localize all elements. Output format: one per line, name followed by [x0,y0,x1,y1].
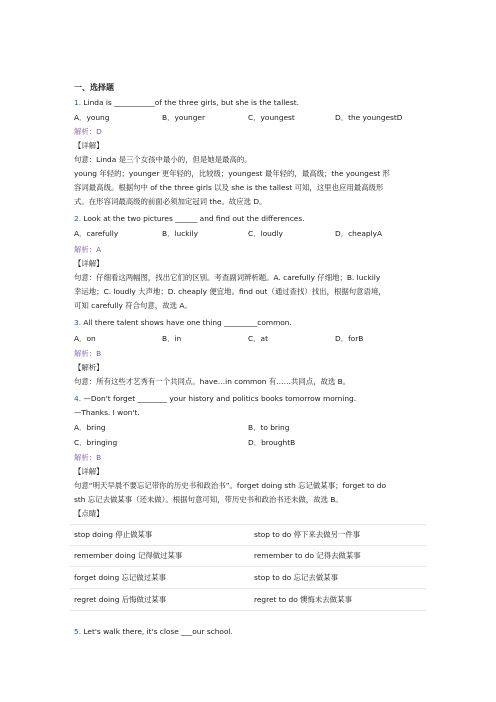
tip-right: regret to do 懊悔未去做某事 [254,595,352,604]
option-b: B．in [162,334,182,343]
tip-left: remember doing 记得做过某事 [74,551,183,560]
answer-line: 解析：B [74,453,102,462]
detail-tag: 【详解】 [74,259,104,268]
option-b: B．luckily [162,229,199,238]
section-title: 一、选择题 [74,83,114,92]
question-4 [74,394,356,404]
answer-line: 解析：D [74,127,102,136]
tip-divider [70,588,426,589]
option-d: D．the youngestD [335,113,403,122]
explanation-line: 式。在形容词最高级的前面必须加定冠词 the。故应选 D。 [74,197,267,206]
option-d: D．cheaplyA [335,229,383,238]
question-stem: —Don't forget ________ your history and politics books tomorrow morning. [83,394,357,403]
question-2 [74,214,305,224]
option-a: A．bring [74,423,106,432]
question-number: 3. [74,318,82,327]
option-a: A．young [74,113,110,122]
tip-divider [70,566,426,567]
option-d: D．broughtB [248,438,296,447]
question-5 [74,627,233,637]
question-number: 4. [74,394,82,403]
tip-tag: 【点睛】 [74,509,104,518]
tip-left: regret doing 后悔做过某事 [74,595,167,604]
question-1 [74,98,299,108]
question-stem-reply: —Thanks. I won't. [74,408,140,417]
option-d: D．forB [335,334,364,343]
tip-left: forget doing 忘记做过某事 [74,573,166,582]
option-b: B．younger [162,113,206,122]
explanation-line: young 年轻的；younger 更年轻的，比较级；youngest 最年轻的，最高级；the youngest 形 [74,169,390,178]
explanation-line: 幸运地；C. loudly 大声地；D. cheaply 便宜地。find out（通过查找）找出，根据句意语境， [74,287,386,296]
option-c: C．at [248,334,268,343]
explanation-line: 容词最高级。根据句中 of the three girls 以及 she is the tallest 可知，这里也应用最高级形 [74,183,384,192]
tip-right: stop to do 忘记去做某事 [254,573,338,582]
option-c: C．bringing [74,438,118,447]
tip-divider [70,545,426,546]
question-stem: All there talent shows have one thing _________common. [83,318,292,327]
question-stem: Linda is ___________of the three girls, but she is the tallest. [83,98,299,107]
question-stem: Let's walk there, it's close ___our school. [83,627,233,636]
explanation-line: 句意：Linda 是三个女孩中最小的，但是她是最高的。 [74,155,252,164]
option-a: A．carefully [74,229,119,238]
option-c: C．loudly [248,229,283,238]
explanation-line: 句意“明天早晨不要忘记带你的历史书和政治书”。forget doing sth 忘记做某事；forget to do [74,481,386,490]
question-number: 5. [74,627,82,636]
answer-line: 解析：B [74,349,102,358]
question-3 [74,318,292,328]
tip-right: stop to do 停下来去做另一件事 [254,530,361,539]
detail-tag: 【详解】 [74,467,104,476]
question-number: 1. [74,98,82,107]
explanation-line: sth 忘记去做某事（还未做）。根据句意可知，带历史书和政治书还未做，故选 B。 [74,495,343,504]
explanation-line: 句意：所有这些才艺秀有一个共同点。have…in common 有……共同点，故选 B。 [74,377,351,386]
option-c: C．youngest [248,113,295,122]
tip-divider [70,524,426,525]
tip-left: stop doing 停止做某事 [74,530,153,539]
tip-right: remember to do 记得去做某事 [254,551,361,560]
question-number: 2. [74,214,82,223]
option-a: A．on [74,334,96,343]
answer-line: 解析：A [74,245,102,254]
detail-tag: 【详解】 [74,141,104,150]
tip-divider [70,610,426,611]
explanation-line: 句意：仔细看这两幅图，找出它们的区别。考查副词辨析题。A. carefully 仔细地；B. luckily [74,273,381,282]
option-b: B．to bring [248,423,290,432]
explanation-line: 可知 carefully 符合句意，故选 A。 [74,301,192,310]
detail-tag: 【解析】 [74,363,104,372]
question-stem: Look at the two pictures ______ and find out the differences. [83,214,305,223]
